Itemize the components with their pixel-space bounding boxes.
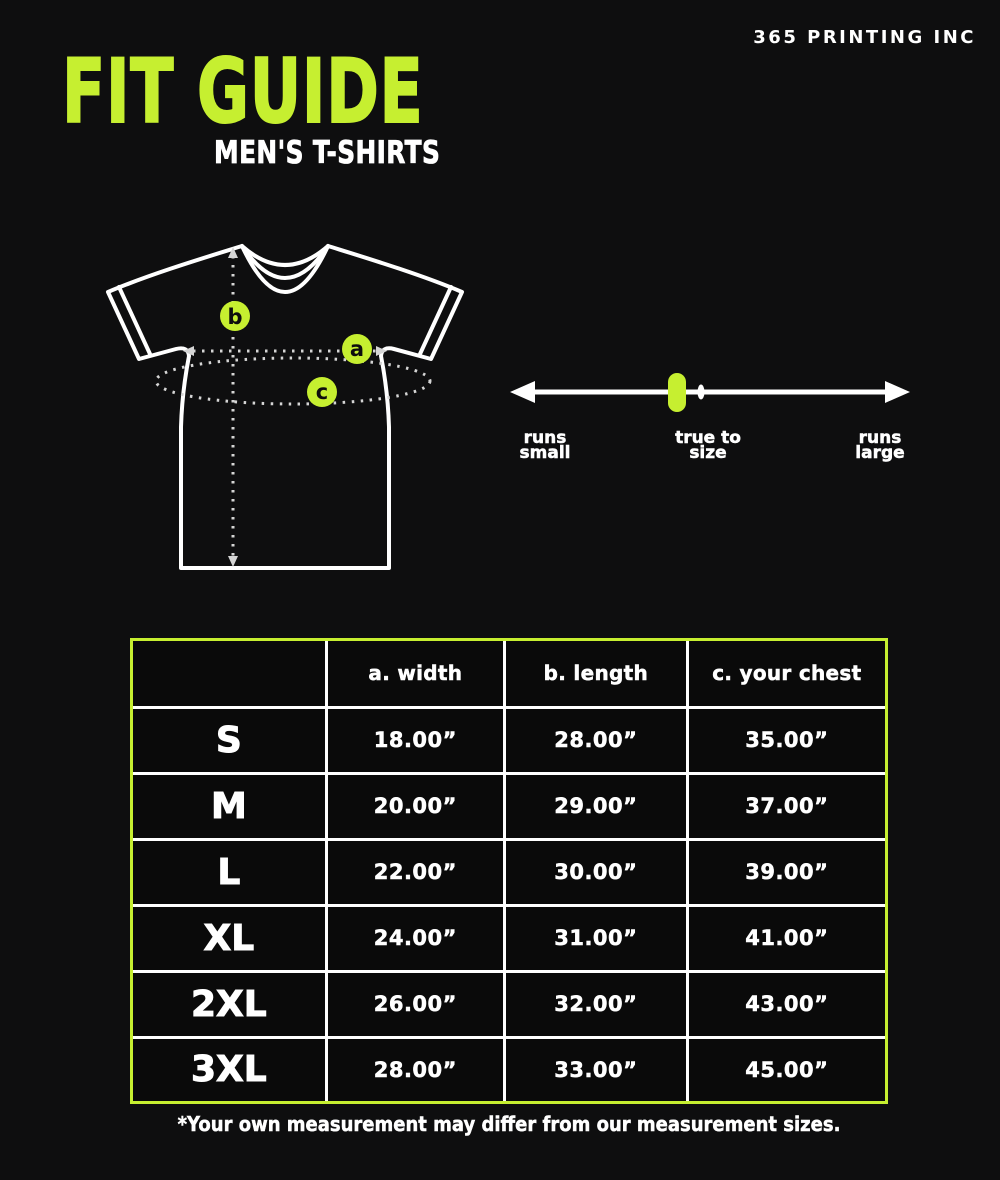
svg-text:b: b [227, 305, 243, 329]
width-value: 18.00” [326, 707, 504, 773]
header-chest: c. your chest [687, 641, 885, 707]
table-row-xl [133, 905, 885, 971]
table-row-2xl [133, 971, 885, 1037]
svg-text:a: a [349, 337, 365, 361]
size-label: L [133, 839, 326, 905]
marker-c [307, 377, 337, 407]
length-value: 30.00” [504, 839, 687, 905]
chest-value: 37.00” [687, 773, 885, 839]
chest-value: 39.00” [687, 839, 885, 905]
scale-label-runs-large: runs large [855, 428, 905, 463]
size-label: M [133, 773, 326, 839]
chest-value: 41.00” [687, 905, 885, 971]
size-table [130, 638, 888, 1104]
page-subtitle: MEN'S T-SHIRTS [214, 135, 441, 171]
measurement-disclaimer: *Your own measurement may differ from our measurement sizes. [177, 1112, 841, 1136]
right-sleeve-hem [420, 287, 451, 354]
size-label: 2XL [133, 971, 326, 1037]
tshirt-outline [108, 246, 462, 568]
size-label: S [133, 707, 326, 773]
chest-value: 45.00” [687, 1037, 885, 1101]
header-size [133, 641, 326, 707]
width-value: 20.00” [326, 773, 504, 839]
page-title: FIT GUIDE [62, 40, 424, 143]
chest-measure-ellipse [156, 358, 430, 404]
header-width: a. width [326, 641, 504, 707]
scale-label-true-to-size: true to size [675, 428, 741, 463]
chest-value: 43.00” [687, 971, 885, 1037]
header-length: b. length [504, 641, 687, 707]
length-value: 32.00” [504, 971, 687, 1037]
length-measure-line [228, 247, 238, 567]
marker-a [342, 334, 372, 364]
length-value: 33.00” [504, 1037, 687, 1101]
width-value: 24.00” [326, 905, 504, 971]
table-header-row [133, 641, 885, 707]
width-value: 28.00” [326, 1037, 504, 1101]
length-value: 29.00” [504, 773, 687, 839]
width-value: 22.00” [326, 839, 504, 905]
length-value: 28.00” [504, 707, 687, 773]
fit-scale-marker [668, 373, 686, 412]
table-row-3xl [133, 1037, 885, 1101]
table-row-s [133, 707, 885, 773]
size-label: 3XL [133, 1037, 326, 1101]
table-row-l [133, 839, 885, 905]
marker-b [220, 301, 250, 331]
tshirt-diagram [105, 242, 465, 572]
width-value: 26.00” [326, 971, 504, 1037]
length-value: 31.00” [504, 905, 687, 971]
collar-arc-middle [242, 246, 328, 278]
fit-scale [505, 355, 915, 425]
scale-label-runs-small: runs small [519, 428, 571, 463]
chest-value: 35.00” [687, 707, 885, 773]
fit-scale-arrow-icon [510, 381, 910, 403]
size-label: XL [133, 905, 326, 971]
left-sleeve-hem [119, 287, 150, 354]
table-row-m [133, 773, 885, 839]
fit-scale-dot [698, 385, 705, 400]
svg-text:c: c [315, 380, 329, 404]
brand-name: 365 PRINTING INC [753, 27, 976, 48]
